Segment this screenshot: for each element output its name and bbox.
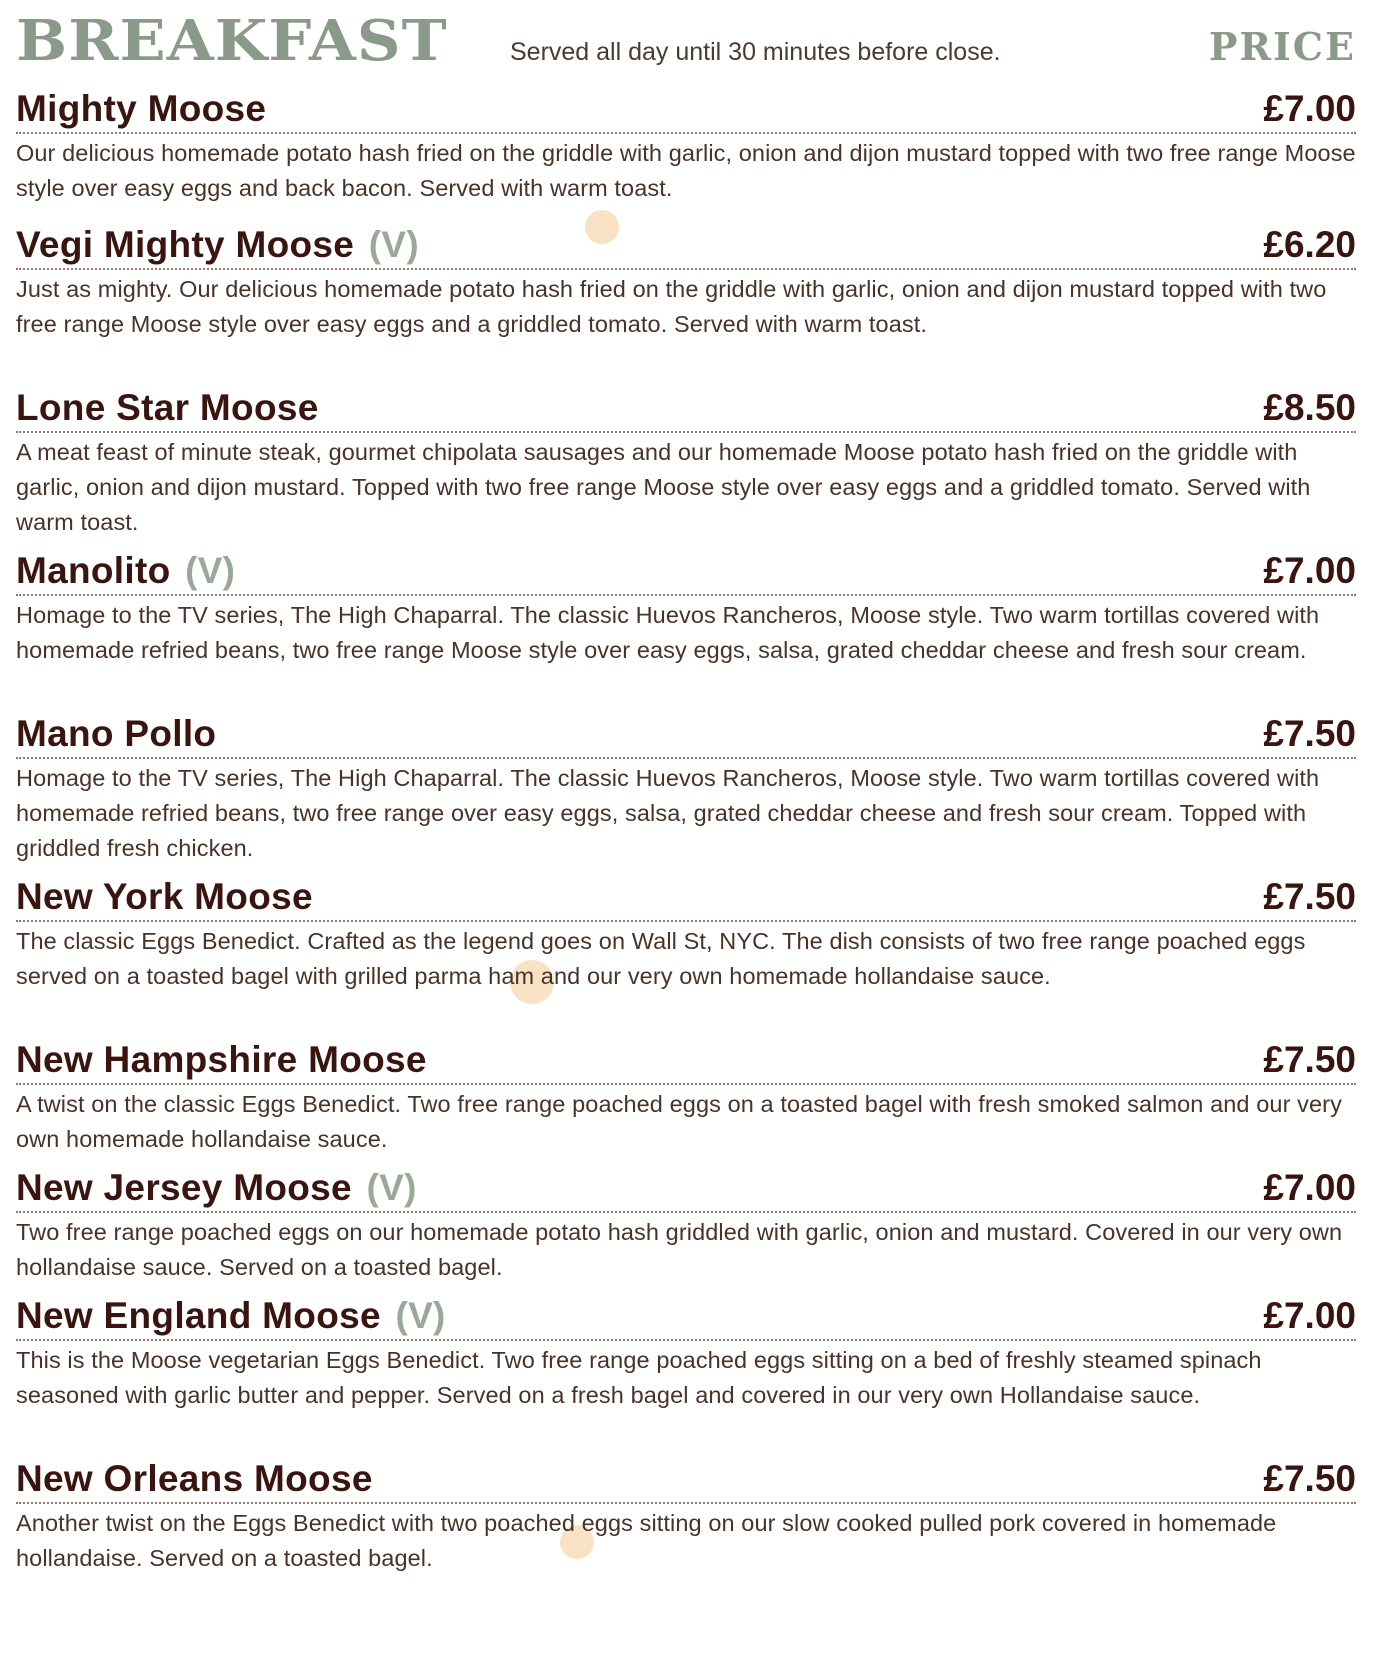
menu-item	[16, 876, 1356, 1039]
menu-item-header	[16, 224, 1356, 270]
menu-item	[16, 1295, 1356, 1458]
menu-item-price: £7.00	[1263, 550, 1356, 591]
menu-item-header	[16, 88, 1356, 134]
menu-item-name: Vegi Mighty Moose (V)	[16, 224, 419, 265]
menu-item-header	[16, 1295, 1356, 1341]
menu-item-name: Lone Star Moose	[16, 387, 319, 428]
menu-item-description: A twist on the classic Eggs Benedict. Two free range poached eggs on a toasted bagel with fresh smoked salmon and our very own homemade hollandaise sauce.	[16, 1091, 1342, 1152]
menu-item	[16, 1458, 1356, 1588]
breakfast-menu	[16, 0, 1356, 1588]
menu-item	[16, 1167, 1356, 1295]
menu-item-name: Mighty Moose	[16, 88, 267, 129]
menu-item	[16, 88, 1356, 224]
menu-item-description: Two free range poached eggs on our homemade potato hash griddled with garlic, onion and mustard. Covered in our very own hollandaise sauce. Served on a toasted bagel.	[16, 1219, 1343, 1280]
menu-subtitle: Served all day until 30 minutes before close.	[510, 38, 1001, 66]
menu-item-description: A meat feast of minute steak, gourmet chipolata sausages and our homemade Moose potato hash fried on the griddle with garlic, onion and dijon mustard. Topped with two free range Moose style over easy eggs and a griddled tomato. Served with warm toast.	[16, 439, 1311, 535]
menu-item-price: £7.00	[1263, 88, 1356, 129]
price-column-label: PRICE	[1208, 24, 1356, 69]
menu-item-price: £7.50	[1263, 876, 1356, 917]
menu-item-header	[16, 387, 1356, 433]
menu-item-header	[16, 713, 1356, 759]
vegetarian-marker: (V)	[185, 550, 236, 591]
menu-item	[16, 224, 1356, 387]
menu-item-price: £7.50	[1263, 1458, 1356, 1499]
menu-item-header	[16, 876, 1356, 922]
menu-item-name: New Hampshire Moose	[16, 1039, 427, 1080]
menu-item-header	[16, 1167, 1356, 1213]
menu-item-name: New York Moose	[16, 876, 313, 917]
menu-item-price: £7.00	[1263, 1167, 1356, 1208]
menu-item-price: £7.50	[1263, 1039, 1356, 1080]
menu-item-header	[16, 1458, 1356, 1504]
menu-item-description: This is the Moose vegetarian Eggs Benedict. Two free range poached eggs sitting on a bed of freshly steamed spinach seasoned with garlic butter and pepper. Served on a fresh bagel and covered in our very own Hollandaise sauce.	[16, 1347, 1262, 1408]
menu-item-price: £6.20	[1263, 224, 1356, 265]
menu-item	[16, 387, 1356, 550]
menu-item-header	[16, 1039, 1356, 1085]
menu-item	[16, 550, 1356, 713]
menu-item-name: Mano Pollo	[16, 713, 217, 754]
menu-title: BREAKFAST	[16, 8, 448, 74]
menu-item	[16, 713, 1356, 876]
menu-item-description: Homage to the TV series, The High Chaparral. The classic Huevos Rancheros, Moose style. Two warm tortillas covered with homemade refried beans, two free range Moose style over easy eggs, salsa, grated cheddar cheese and fresh sour cream.	[16, 602, 1320, 663]
menu-item-name: New Jersey Moose (V)	[16, 1167, 417, 1208]
menu-item-header	[16, 550, 1356, 596]
menu-header	[16, 0, 1356, 88]
vegetarian-marker: (V)	[368, 224, 419, 265]
menu-item-description: Homage to the TV series, The High Chaparral. The classic Huevos Rancheros, Moose style. Two warm tortillas covered with homemade refried beans, two free range over easy eggs, salsa, grated cheddar cheese and fresh sour cream. Topped with griddled fresh chicken.	[16, 765, 1320, 861]
menu-item-price: £7.00	[1263, 1295, 1356, 1336]
menu-item-name: New Orleans Moose	[16, 1458, 373, 1499]
menu-item-description: Just as mighty. Our delicious homemade potato hash fried on the griddle with garlic, onion and dijon mustard topped with two free range Moose style over easy eggs and a griddled tomato. Served with warm toast.	[16, 276, 1327, 337]
menu-item-name: Manolito (V)	[16, 550, 236, 591]
vegetarian-marker: (V)	[395, 1295, 446, 1336]
vegetarian-marker: (V)	[366, 1167, 417, 1208]
menu-item-description: Our delicious homemade potato hash fried on the griddle with garlic, onion and dijon mustard topped with two free range Moose style over easy eggs and back bacon. Served with warm toast.	[16, 140, 1356, 201]
menu-item-name: New England Moose (V)	[16, 1295, 446, 1336]
menu-item-price: £7.50	[1263, 713, 1356, 754]
menu-item-price: £8.50	[1263, 387, 1356, 428]
menu-item-description: Another twist on the Eggs Benedict with two poached eggs sitting on our slow cooked pulled pork covered in homemade hollandaise. Served on a toasted bagel.	[16, 1510, 1277, 1571]
menu-item-description: The classic Eggs Benedict. Crafted as the legend goes on Wall St, NYC. The dish consists of two free range poached eggs served on a toasted bagel with grilled parma ham and our very own homemade hollandaise sauce.	[16, 928, 1306, 989]
menu-item	[16, 1039, 1356, 1167]
